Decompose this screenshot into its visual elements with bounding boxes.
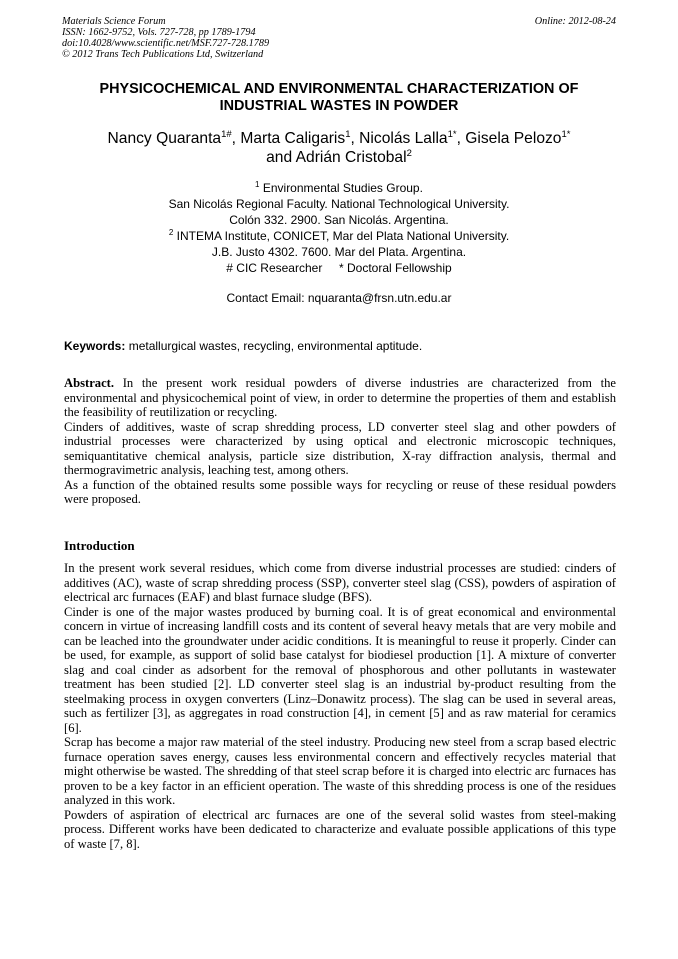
author-affil-sup: 2 <box>406 147 412 159</box>
author-name: Nicolás Lalla <box>359 130 448 147</box>
introduction-body <box>64 561 616 851</box>
author-list <box>62 129 616 167</box>
affiliation-line: Colón 332. 2900. San Nicolás. Argentina. <box>229 213 449 227</box>
affiliation-line: $^2$ INTEMA Institute, CONICET, Mar del Plata National University. <box>168 228 510 243</box>
paper-title <box>62 81 616 115</box>
author-conjunction: and <box>266 149 293 166</box>
title-line-2: INDUSTRIAL WASTES IN POWDER <box>219 98 459 114</box>
author-affil-sup: 1* <box>561 128 571 140</box>
contact-email[interactable]: Contact Email: nquaranta@frsn.utn.edu.ar <box>226 291 452 305</box>
journal-name: Materials Science Forum <box>62 16 166 27</box>
author-affil-sup: 1 <box>345 128 351 140</box>
affiliations <box>62 180 616 306</box>
affiliation-sup: 1 <box>255 180 260 189</box>
keywords-label: Keywords: <box>64 339 126 353</box>
author-name: Gisela Pelozo <box>465 130 562 147</box>
author-affil-sup: 1# <box>221 128 232 140</box>
author-line-2 <box>62 148 616 167</box>
author-line-1: Nancy Quaranta$^{1\#}$, Marta Caligaris$^1$, Nicolás Lalla$^{1*}$, Gisela Pelozo$^{1*}$ <box>107 128 571 147</box>
affiliation-line: $^1$ Environmental Studies Group. <box>255 180 423 195</box>
copyright-line: © 2012 Trans Tech Publications Ltd, Switzerland <box>62 49 264 60</box>
abstract-label: Abstract. <box>64 376 115 390</box>
online-date: Online: 2012-08-24 <box>534 16 616 27</box>
author-affil-sup: 1* <box>447 128 457 140</box>
abstract <box>64 376 616 507</box>
journal-header <box>62 16 616 60</box>
keywords-text: metallurgical wastes, recycling, environmental aptitude. <box>125 339 423 353</box>
affiliation-line: San Nicolás Regional Faculty. National Technological University. <box>168 197 510 211</box>
intro-paragraph: Scrap has become a major raw material of the steel industry. Producing new steel from a scrap based electric furnace operation saves energy, causes less environmental concern and effectively recycles material that might otherwise be wasted. The shredding of that steel scrap before it is charged into electric arc furnaces has proven to be a key factor in an efficient operation. The waste of this shredding process is one of the residues analyzed in this work. <box>64 735 616 807</box>
doi-line[interactable]: doi:10.4028/www.scientific.net/MSF.727-728.1789 <box>62 38 270 49</box>
title-line-1: PHYSICOCHEMICAL AND ENVIRONMENTAL CHARACTERIZATION OF <box>99 81 579 97</box>
author-name: Marta Caligaris <box>240 130 346 147</box>
author-name: Adrián Cristobal <box>295 149 407 166</box>
intro-paragraph: Cinder is one of the major wastes produced by burning coal. It is of great economical and environmental concern in virtue of increasing landfill costs and its content of several heavy metals that are very mobile and can be leached into the groundwater under acidic conditions. It is meaningful to reuse it properly. Cinder can be used, for example, as support of solid base catalyst for biodiesel production [1]. A mixture of converter slag and coal cinder as adsorbent for the removal of phosphorous and other pollutants in wastewater treatment has been studied [2]. LD converter steel slag is an industrial by-product resulting from the steelmaking process in oxygen converters (Linz–Donawitz process). The slag can be used in several areas, such as fertilizer [3], as aggregates in road construction [4], in cement [5] and as raw material for ceramics [6]. <box>64 604 616 735</box>
role-legend: # CIC Researcher * Doctoral Fellowship <box>226 261 452 275</box>
abstract-paragraph: As a function of the obtained results some possible ways for recycling or reuse of these residual powders were proposed. <box>64 477 616 506</box>
intro-paragraph: In the present work several residues, which come from diverse industrial processes are studied: cinders of additives (AC), waste of scrap shredding process (SSP), converter steel slag (CSS), powders of aspiration of electrical arc furnaces (EAF) and blast furnace sludge (BFS). <box>64 561 616 604</box>
author-name: Nancy Quaranta <box>107 130 222 147</box>
affiliation-sup: 2 <box>168 228 174 237</box>
issn-line: ISSN: 1662-9752, Vols. 727-728, pp 1789-1794 <box>62 27 256 38</box>
affiliation-line: J.B. Justo 4302. 7600. Mar del Plata. Argentina. <box>211 245 467 259</box>
intro-paragraph: Powders of aspiration of electrical arc furnaces are one of the several solid wastes from steel-making process. Different works have been dedicated to characterize and evaluate possible applications of this type of waste [7, 8]. <box>64 807 616 851</box>
abstract-paragraph: Cinders of additives, waste of scrap shredding process, LD converter steel slag and other powders of industrial processes were characterized by using optical and electronic microscopic techniques, semiquantitative chemical analysis, particle size distribution, X-ray diffraction analysis, thermal and thermogravimetric analysis, leaching test, among others. <box>64 419 616 477</box>
section-heading-introduction: Introduction <box>64 538 135 553</box>
keywords <box>64 339 616 354</box>
abstract-paragraph: Abstract. In the present work residual powders of diverse industries are characterized from the environmental and physicochemical point of view, in order to determine the properties of them and establish the feasibility of reutilization or recycling. <box>64 376 616 419</box>
